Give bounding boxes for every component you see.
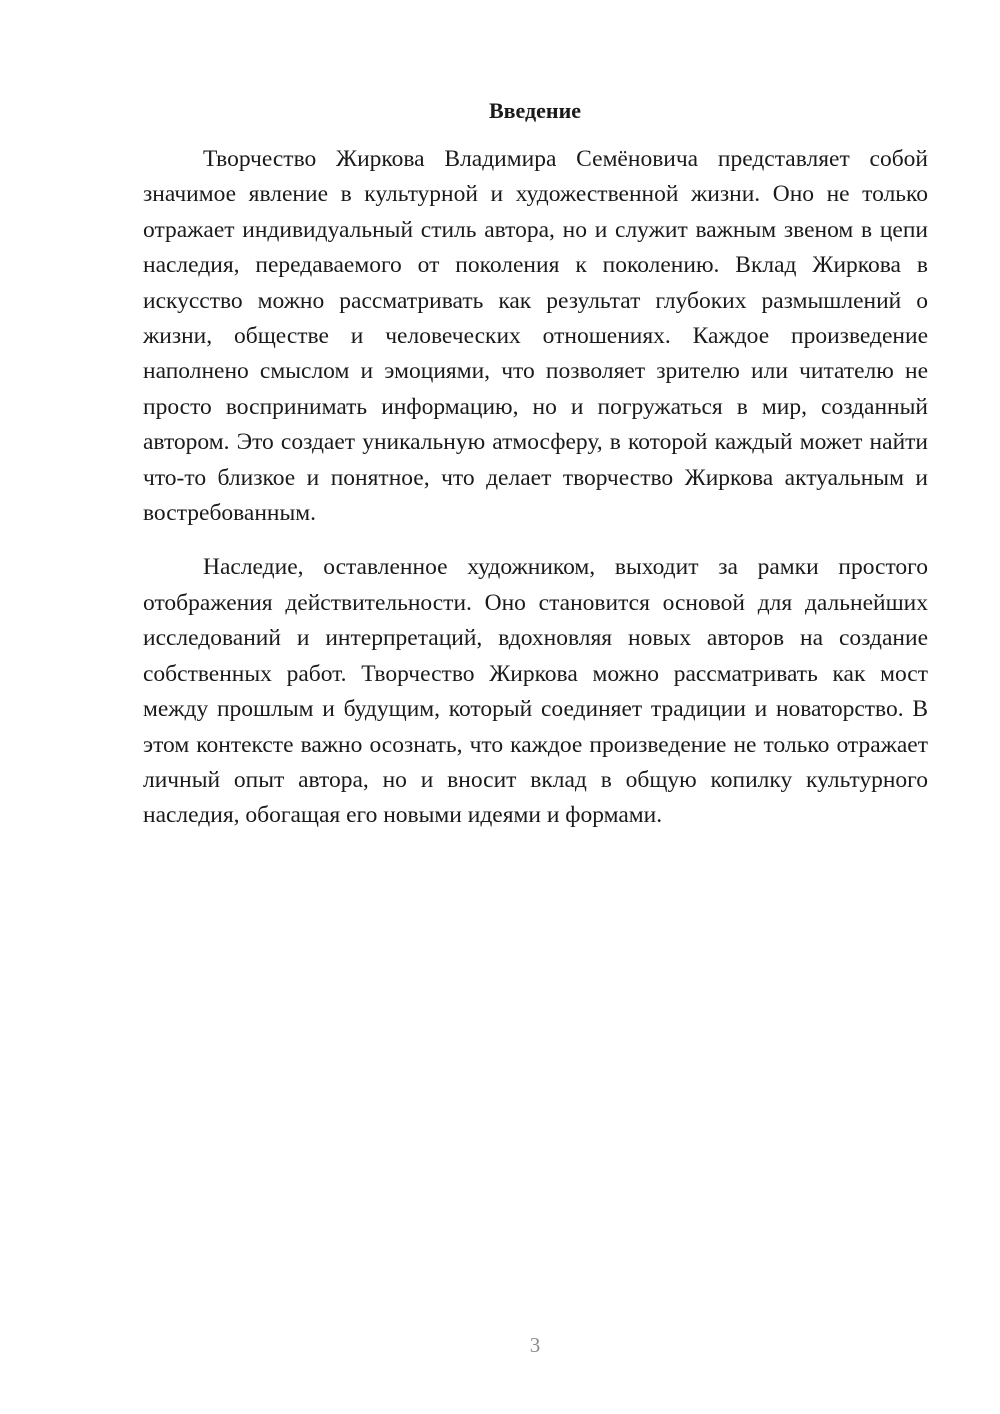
paragraph-1: Творчество Жиркова Владимира Семёновича представляет собой значимое явление в культурной и художественной жизни. Оно не только отражает индивидуальный стиль автора, но и служит важным звеном в цепи наследия, передаваемого от поколения к поколению. Вклад Жиркова в искусство можно рассматривать как результат глубоких размышлений о жизни, обществе и человеческих отношениях. Каждое произведение наполнено смыслом и эмоциями, что позволяет зрителю или читателю не просто воспринимать информацию, но и погружаться в мир, созданный автором. Это создает уникальную атмосферу, в которой каждый может найти что-то близкое и понятное, что делает творчество Жиркова актуальным и востребованным. <box>143 146 928 527</box>
paragraph-2: Наследие, оставленное художником, выходит за рамки простого отображения действительности. Оно становится основой для дальнейших исследований и интерпретаций, вдохновляя новых авторов на создание собственных работ. Творчество Жиркова можно рассматривать как мост между прошлым и будущим, который соединяет традиции и новаторство. В этом контексте важно осознать, что каждое произведение не только отражает личный опыт автора, но и вносит вклад в общую копилку культурного наследия, обогащая его новыми идеями и формами. <box>143 554 928 829</box>
page-number: 3 <box>529 1333 541 1357</box>
body-text <box>143 142 928 834</box>
section-heading: Введение <box>488 98 582 123</box>
